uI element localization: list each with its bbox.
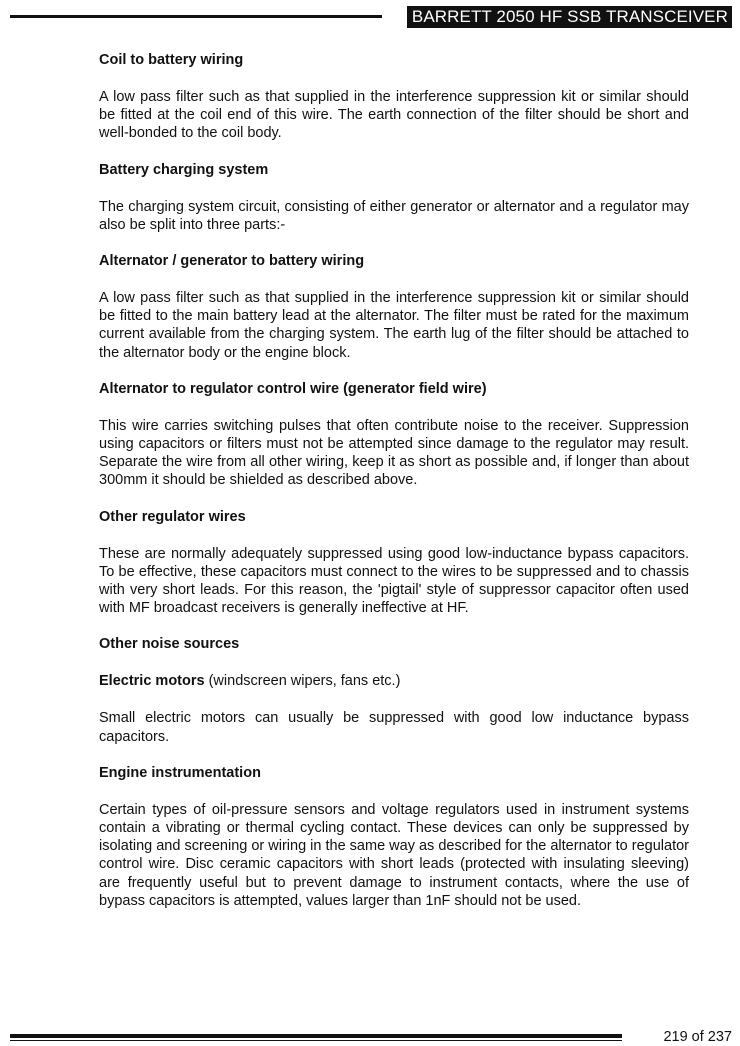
- document-body: [99, 51, 689, 928]
- paragraph-alternator-to-battery: A low pass filter such as that supplied in the interference suppression kit or similar should be fitted to the main battery lead at the alternator. The filter must be rated for the maximum current available from the charging system. The earth lug of the filter should be attached to the alternator body or the engine block.: [99, 290, 689, 361]
- section-heading-battery-charging: Battery charging system: [99, 161, 269, 178]
- paragraph-engine-instrumentation: Certain types of oil-pressure sensors and voltage regulators used in instrument systems contain a vibrating or thermal cycling contact. These devices can only be suppressed by isolating and screening or wiring in the same way as described for the alternator to regulator control wire. Disc ceramic capacitors with short leads (protected with insulating sleeving) are frequently useful but to prevent damage to instrument contacts, where the use of bypass capacitors is attempted, values larger than 1nF should not be used.: [99, 801, 689, 909]
- subsection-heading-electric-motors: [99, 672, 689, 691]
- paragraph-battery-charging: The charging system circuit, consisting of either generator or alternator and a regulator may also be split into three parts:-: [99, 198, 689, 233]
- header-rule: [10, 15, 382, 18]
- footer-rule-thin: [10, 1040, 622, 1041]
- paragraph-other-regulator-wires: These are normally adequately suppressed using good low-inductance bypass capacitors. To be effective, these capacitors must connect to the wires to be suppressed and to chassis with very short leads. For this reason, the 'pigtail' style of suppressor capacitor often used with MF broadcast receivers is generally ineffective at HF.: [99, 545, 689, 617]
- section-heading-other-regulator-wires: Other regulator wires: [99, 508, 246, 525]
- section-heading-other-noise-sources: Other noise sources: [99, 636, 240, 653]
- section-heading-coil-to-battery: Coil to battery wiring: [99, 52, 244, 68]
- paragraph-regulator-control-wire: This wire carries switching pulses that often contribute noise to the receiver. Suppression using capacitors or filters must not be attempted since damage to the regulator may result. Separate the wire from all other wiring, keep it as short as possible and, if longer than about 300mm it should be shielded as described above.: [99, 417, 689, 489]
- paragraph-electric-motors: Small electric motors can usually be suppressed with good low inductance bypass capacitors.: [99, 710, 689, 745]
- page-header: [10, 6, 732, 28]
- section-heading-regulator-control-wire: Alternator to regulator control wire (generator field wire): [99, 380, 487, 397]
- footer-rule-thick: [10, 1034, 622, 1038]
- page-number: 219 of 237: [663, 1029, 732, 1045]
- subsection-heading-engine-instrumentation: Engine instrumentation: [99, 764, 261, 781]
- section-heading-alternator-to-battery: Alternator / generator to battery wiring: [99, 253, 365, 270]
- page-footer: [10, 1028, 732, 1046]
- electric-motors-heading-suffix: (windscreen wipers, fans etc.): [204, 673, 401, 690]
- paragraph-coil-to-battery: A low pass filter such as that supplied in the interference suppression kit or similar should be fitted at the coil end of this wire. The earth connection of the filter should be short and well-bonded to the coil body.: [99, 89, 689, 142]
- electric-motors-heading: Electric motors: [99, 673, 205, 690]
- header-title: BARRETT 2050 HF SSB TRANSCEIVER: [407, 6, 732, 28]
